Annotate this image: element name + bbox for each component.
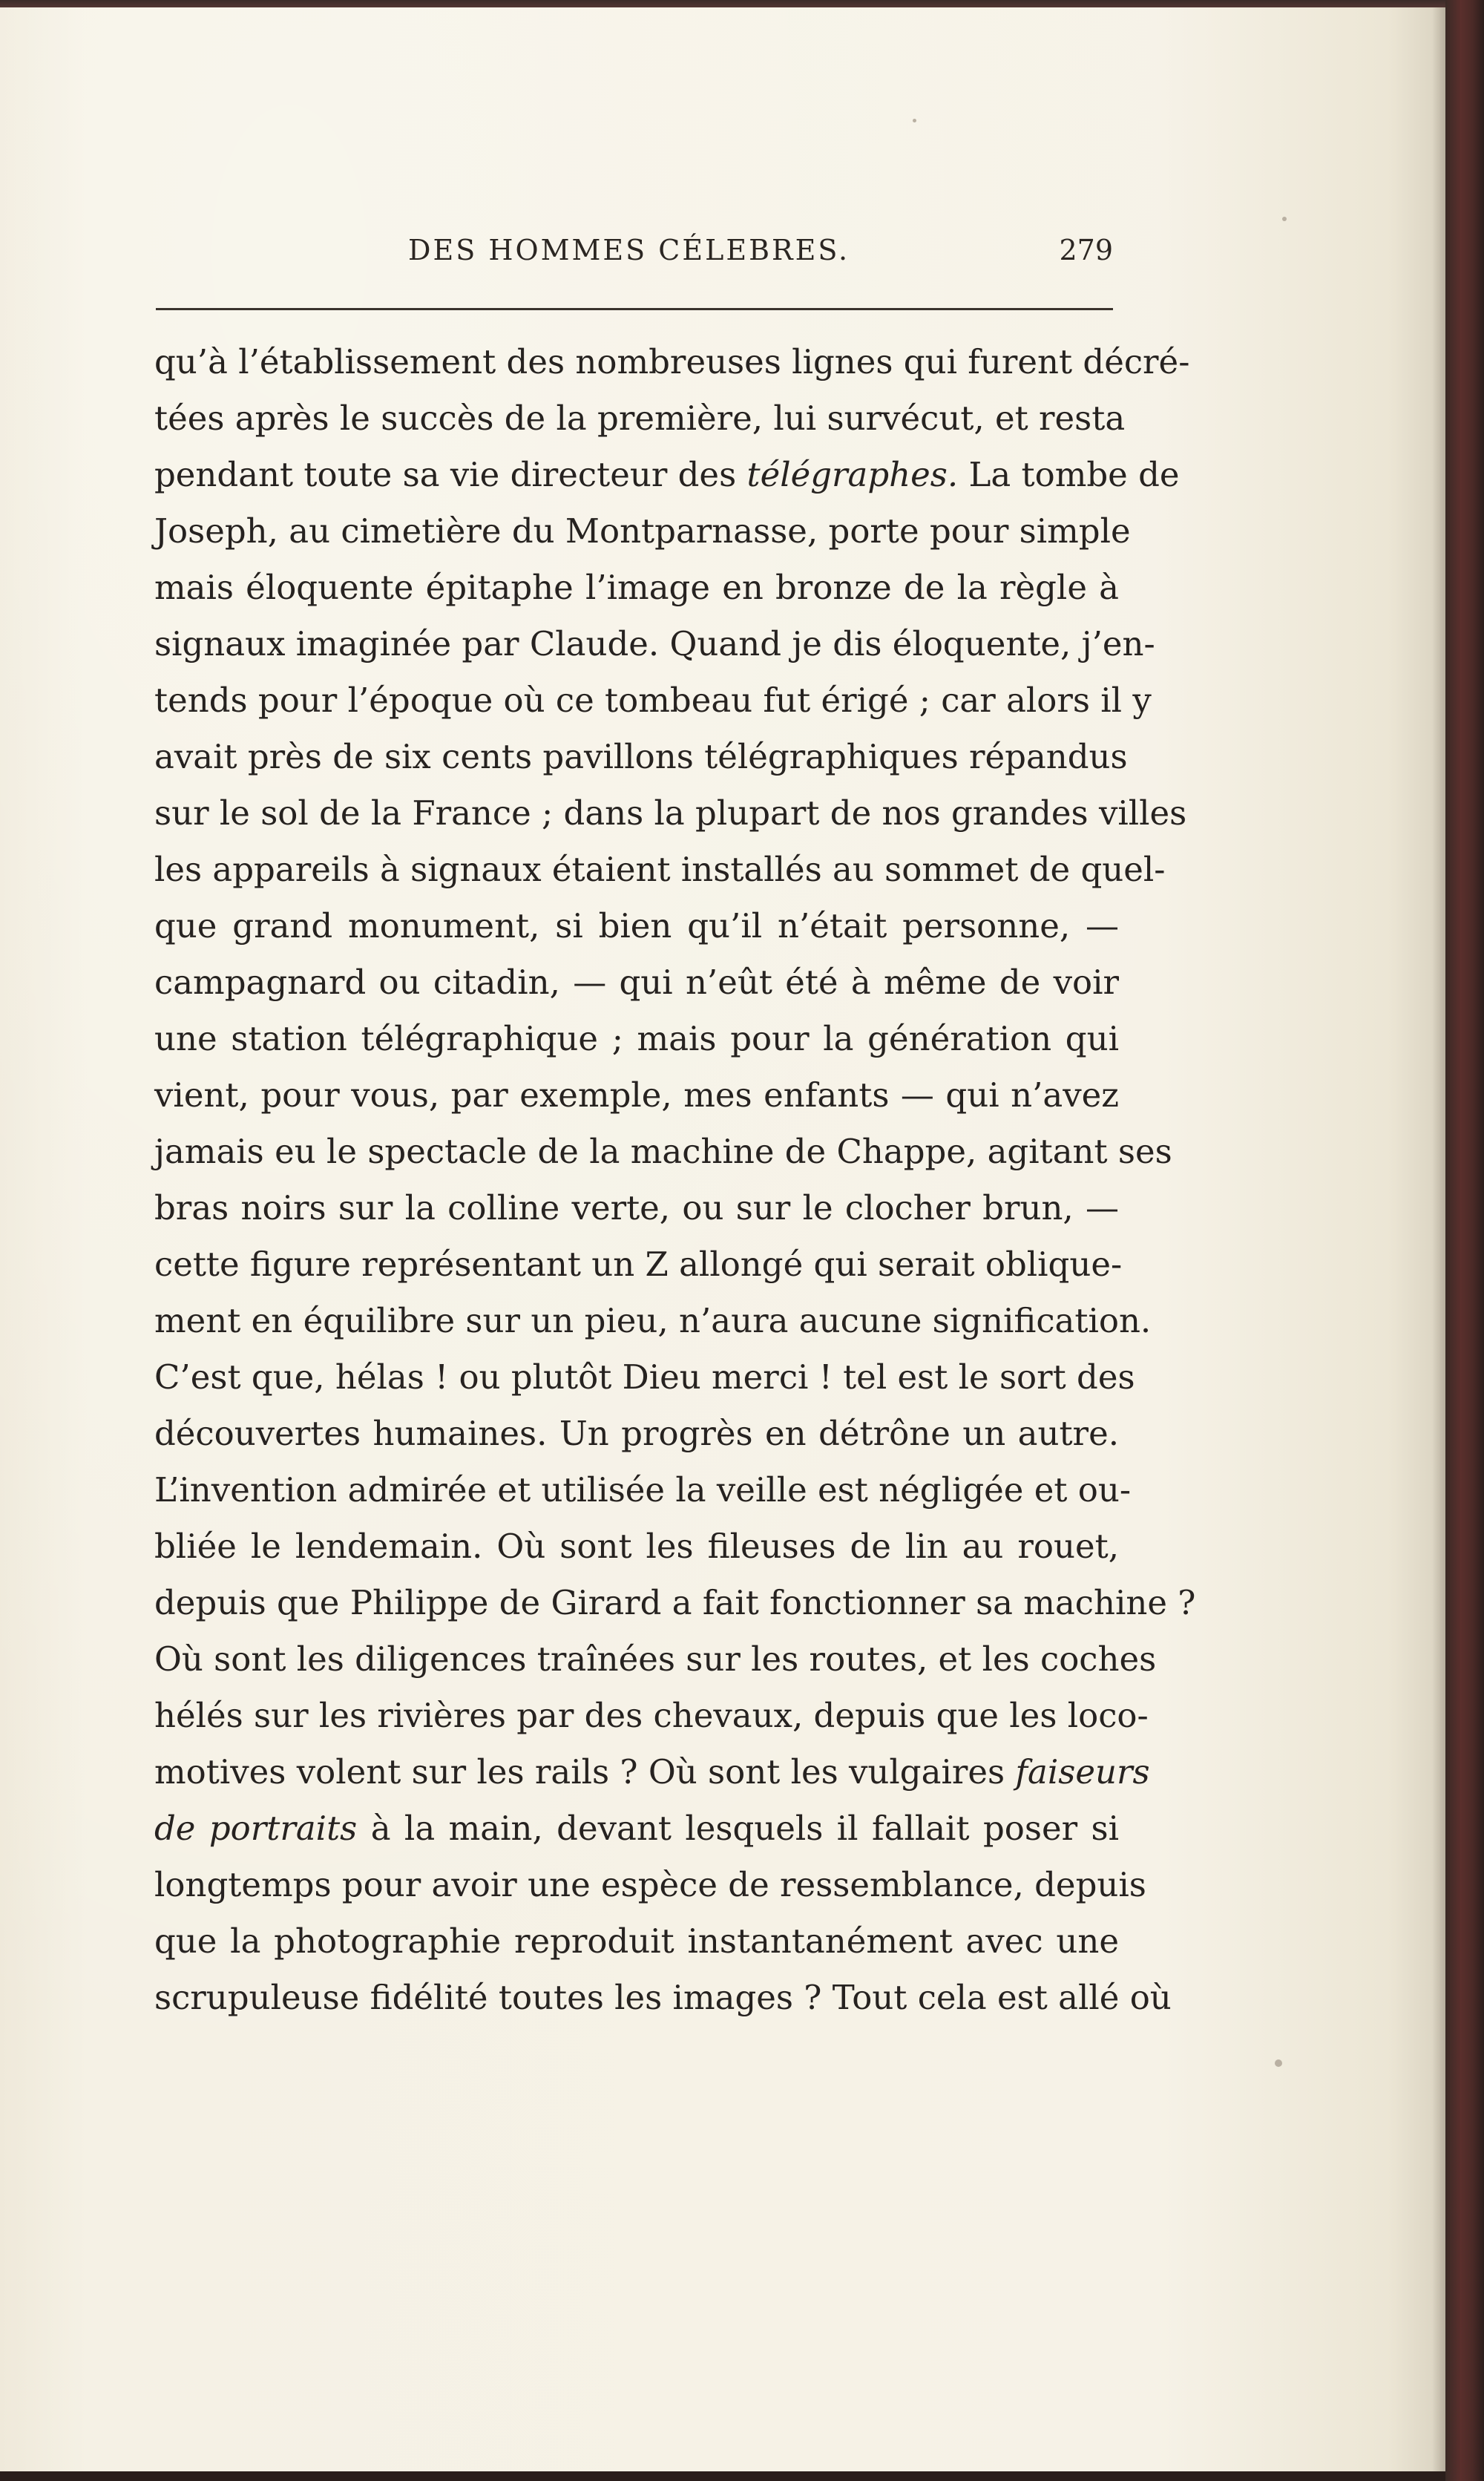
- text-line: que grand monument, si bien qu’il n’était personne, —: [154, 906, 1119, 945]
- text-line: bliée le lendemain. Où sont les fileuses de lin au rouet,: [154, 1527, 1119, 1566]
- text-line: jamais eu le spectacle de la machine de Chappe, agitant ses: [154, 1132, 1172, 1171]
- paper-speck: [913, 119, 916, 122]
- running-head: DES HOMMES CÉLEBRES.: [408, 234, 850, 266]
- text-line: longtemps pour avoir une espèce de ressemblance, depuis: [154, 1865, 1146, 1904]
- italic-word: télégraphes.: [746, 455, 959, 494]
- header-rule: [156, 308, 1113, 310]
- paper-speck: [1275, 2059, 1282, 2067]
- paper-speck: [1282, 217, 1287, 221]
- text-line: les appareils à signaux étaient installés au sommet de quel-: [154, 850, 1166, 889]
- text-line: que la photographie reproduit instantanément avec une: [154, 1921, 1119, 1961]
- text-line: signaux imaginée par Claude. Quand je dis éloquente, j’en-: [154, 624, 1155, 663]
- text-line: motives volent sur les rails ? Où sont les vulgaires faiseurs: [154, 1752, 1150, 1792]
- page-header: [148, 226, 1113, 286]
- italic-word: faiseurs: [1015, 1752, 1150, 1792]
- text-line: campagnard ou citadin, — qui n’eût été à même de voir: [154, 963, 1119, 1002]
- text-line: hélés sur les rivières par des chevaux, depuis que les loco-: [154, 1696, 1149, 1735]
- text-line: bras noirs sur la colline verte, ou sur le clocher brun, —: [154, 1188, 1119, 1228]
- text-line: scrupuleuse fidélité toutes les images ? Tout cela est allé où: [154, 1978, 1172, 2017]
- body-text: [154, 334, 1196, 2026]
- text-line: sur le sol de la France ; dans la plupart de nos grandes villes: [154, 793, 1187, 833]
- italic-word: de portraits: [154, 1809, 358, 1848]
- text-line: qu’à l’établissement des nombreuses lignes qui furent décré-: [154, 342, 1190, 381]
- text-line: L’invention admirée et utilisée la veille est négligée et ou-: [154, 1470, 1132, 1510]
- text-line: vient, pour vous, par exemple, mes enfants — qui n’avez: [154, 1075, 1119, 1115]
- text-line: ment en équilibre sur un pieu, n’aura aucune signification.: [154, 1301, 1152, 1340]
- page-gutter-shadow: [1432, 7, 1445, 2471]
- text-line: C’est que, hélas ! ou plutôt Dieu merci ! tel est le sort des: [154, 1357, 1135, 1397]
- text-line: avait près de six cents pavillons télégraphiques répandus: [154, 737, 1128, 776]
- text-line: depuis que Philippe de Girard a fait fonctionner sa machine ?: [154, 1583, 1196, 1622]
- text-line: Où sont les diligences traînées sur les routes, et les coches: [154, 1639, 1157, 1679]
- page-number: 279: [1059, 234, 1113, 266]
- text-line: découvertes humaines. Un progrès en détrône un autre.: [154, 1414, 1119, 1453]
- text-line: pendant toute sa vie directeur des télégraphes. La tombe de: [154, 455, 1180, 494]
- text-line: de portraits à la main, devant lesquels il fallait poser si: [154, 1809, 1119, 1848]
- text-line: tées après le succès de la première, lui survécut, et resta: [154, 399, 1126, 438]
- text-line: tends pour l’époque où ce tombeau fut érigé ; car alors il y: [154, 681, 1152, 720]
- text-line: Joseph, au cimetière du Montparnasse, porte pour simple: [154, 511, 1131, 551]
- text-line: une station télégraphique ; mais pour la génération qui: [154, 1019, 1119, 1058]
- book-binding: [1445, 0, 1484, 2481]
- text-line: mais éloquente épitaphe l’image en bronze de la règle à: [154, 568, 1119, 607]
- text-line: cette figure représentant un Z allongé qui serait oblique-: [154, 1245, 1123, 1284]
